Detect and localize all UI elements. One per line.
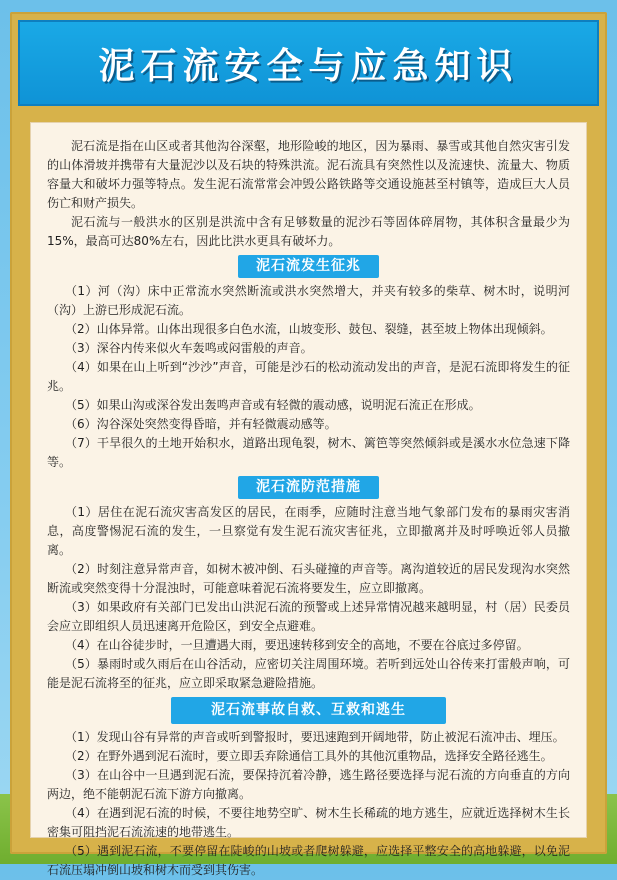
intro-paragraph-1: 泥石流是指在山区或者其他沟谷深壑，地形险峻的地区，因为暴雨、暴雪或其他自然灾害引发的山体滑坡并携带有大量泥沙以及石块的特殊洪流。泥石流具有突然性以及流速快、流量大、物质容量大和破坏力强等特点。发生泥石流常常会冲毁公路铁路等交通设施甚至村镇等，造成巨大人员伤亡和财产损失。 [47,139,570,210]
section-heading-prevention-label: 泥石流防范措施 [238,476,379,499]
prevention-item-3: （3）如果政府有关部门已发出山洪泥石流的预警或上述异常情况越来越明显，村（居）民委员会应立即组织人员迅速离开危险区，到安全点避难。 [47,600,570,633]
rescue-item-2: （2）在野外遇到泥石流时，要立即丢弃除通信工具外的其他沉重物品，选择安全路径逃生。 [65,749,553,763]
signs-item-2: （2）山体异常。山体出现很多白色水流，山坡变形、鼓包、裂缝，甚至坡上物体出现倾斜。 [65,322,553,336]
section-heading-rescue [47,697,570,724]
signs-item-7: （7）干旱很久的土地开始积水，道路出现龟裂，树木、篱笆等突然倾斜或是溪水水位急速下降等。 [47,436,570,469]
prevention-item-2: （2）时刻注意异常声音，如树木被冲倒、石头碰撞的声音等。离沟道较近的居民发现沟水突然断流或突然变得十分混浊时，可能意味着泥石流将要发生，应立即撤离。 [47,562,570,595]
intro-paragraph-2: 泥石流与一般洪水的区别是洪流中含有足够数量的泥沙石等固体碎屑物，其体积含量最少为15%，最高可达80%左右，因此比洪水更具有破坏力。 [47,215,570,248]
section-heading-prevention [47,476,570,499]
rescue-item-1: （1）发现山谷有异常的声音或听到警报时，要迅速跑到开阔地带，防止被泥石流冲击、埋压。 [65,730,565,744]
signs-item-3: （3）深谷内传来似火车轰鸣或闷雷般的声音。 [65,341,313,355]
signs-item-5: （5）如果山沟或深谷发出轰鸣声音或有轻微的震动感，说明泥石流正在形成。 [65,398,481,412]
section-heading-signs-label: 泥石流发生征兆 [238,255,379,278]
poster-title: 泥石流安全与应急知识 [98,45,519,87]
rescue-item-4: （4）在遇到泥石流的时候，不要往地势空旷、树木生长稀疏的地方逃生，应就近选择树木生长密集可阻挡泥石流流速的地带逃生。 [47,806,570,839]
poster [10,12,607,877]
signs-item-4: （4）如果在山上听到“沙沙”声音，可能是沙石的松动流动发出的声音，是泥石流即将发生的征兆。 [47,360,570,393]
section-heading-rescue-label: 泥石流事故自救、互救和逃生 [171,697,446,724]
rescue-item-5: （5）遇到泥石流，不要停留在陡峻的山坡或者爬树躲避，应选择平整安全的高地躲避，以免泥石流压塌冲倒山坡和树木而受到其伤害。 [47,844,570,877]
content-panel [30,122,587,877]
signs-item-1: （1）河（沟）床中正常流水突然断流或洪水突然增大，并夹有较多的柴草、树木时，说明河（沟）上游已形成泥石流。 [47,284,570,317]
signs-item-6: （6）沟谷深处突然变得昏暗，并有轻微震动感等。 [65,417,337,431]
prevention-item-4: （4）在山谷徒步时，一旦遭遇大雨，要迅速转移到安全的高地，不要在谷底过多停留。 [65,638,529,652]
prevention-item-1: （1）居住在泥石流灾害高发区的居民，在雨季，应随时注意当地气象部门发布的暴雨灾害消息，高度警惕泥石流的发生，一旦察觉有发生泥石流灾害征兆，立即撤离并及时呼唤近邻人员撤离。 [47,505,570,557]
section-heading-signs [47,255,570,278]
prevention-item-5: （5）暴雨时或久雨后在山谷活动，应密切关注周围环境。若听到远处山谷传来打雷般声响，可能是泥石流将至的征兆，应立即采取紧急避险措施。 [47,657,570,690]
title-banner [18,20,599,106]
rescue-item-3: （3）在山谷中一旦遇到泥石流，要保持沉着冷静，逃生路径要选择与泥石流的方向垂直的方向两边，绝不能朝泥石流下游方向撤离。 [47,768,570,801]
